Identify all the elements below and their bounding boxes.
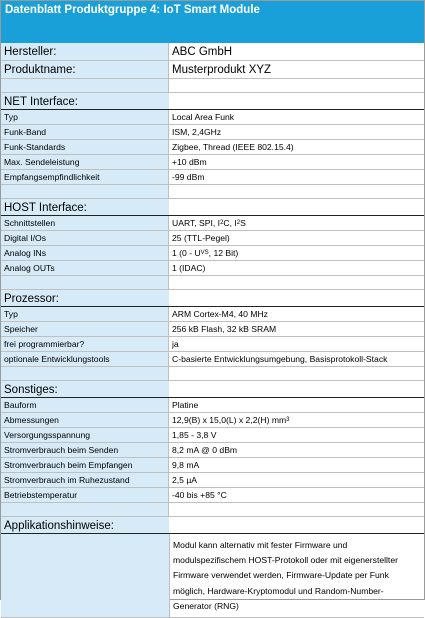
- spacer-row: [1, 276, 424, 290]
- label-strom-empfangen: Stromverbrauch beim Empfangen: [1, 458, 169, 472]
- label-schnittstellen: Schnittstellen: [1, 216, 169, 230]
- value-empfangsempfindlichkeit: -99 dBm: [172, 172, 205, 182]
- value-entwicklungstools: C-basierte Entwicklungsumgebung, Basisprotokoll-Stack: [172, 354, 388, 364]
- row-abmessungen: [1, 413, 424, 428]
- notes-text: Modul kann alternativ mit fester Firmware und modulspezifischem HOST-Protokoll oder mit eigenerstellter Firmware verwendet werden, Firmware-Update per Funk möglich, Hardware-Kryptomodul und Random-Number-Generator (RNG): [173, 540, 398, 611]
- row-analog-outs: [1, 261, 424, 276]
- spacer-row: [1, 503, 424, 517]
- heading-applikationshinweise: Applikationshinweise:: [1, 517, 169, 533]
- value-sendeleistung: +10 dBm: [172, 157, 207, 167]
- row-entwicklungstools: [1, 352, 424, 367]
- row-hersteller: [1, 43, 424, 61]
- value-digital-ios: 25 (TTL-Pegel): [172, 233, 230, 243]
- label-abmessungen: Abmessungen: [1, 413, 169, 427]
- row-empfangsempfindlichkeit: [1, 170, 424, 185]
- label-funk-standards: Funk-Standards: [1, 140, 169, 154]
- label-programmierbar: frei programmierbar?: [1, 337, 169, 351]
- label-versorgungsspannung: Versorgungsspannung: [1, 428, 169, 442]
- section-net: [1, 93, 424, 110]
- row-versorgungsspannung: [1, 428, 424, 443]
- spacer-row: [1, 367, 424, 381]
- label-analog-outs: Analog OUTs: [1, 261, 169, 275]
- row-schnittstellen: [1, 216, 424, 231]
- value-produktname: Musterprodukt XYZ: [172, 63, 272, 76]
- row-strom-ruhe: [1, 473, 424, 488]
- row-digital-ios: [1, 231, 424, 246]
- label-digital-ios: Digital I/Os: [1, 231, 169, 245]
- heading-sonstiges: Sonstiges:: [1, 381, 169, 397]
- row-funk-standards: [1, 140, 424, 155]
- row-cpu-typ: [1, 307, 424, 322]
- section-prozessor: [1, 290, 424, 307]
- value-strom-ruhe: 2,5 µA: [172, 475, 198, 485]
- label-bauform: Bauform: [1, 398, 169, 412]
- value-abmessungen: 12,9(B) x 15,0(L) x 2,2(H) mm 3: [172, 415, 290, 425]
- value-betriebstemperatur: -40 bis +85 °C: [172, 490, 227, 500]
- label-strom-ruhe: Stromverbrauch im Ruhezustand: [1, 473, 169, 487]
- section-sonstiges: [1, 381, 424, 398]
- spacer-row: [1, 79, 424, 93]
- value-speicher: 256 kB Flash, 32 kB SRAM: [172, 324, 277, 334]
- label-empfangsempfindlichkeit: Empfangsempfindlichkeit: [1, 170, 169, 184]
- label-produktname: Produktname:: [1, 61, 169, 78]
- value-funk-band: ISM, 2,4GHz: [172, 127, 222, 137]
- heading-host: HOST Interface:: [1, 199, 169, 215]
- row-net-typ: [1, 110, 424, 125]
- label-analog-ins: Analog INs: [1, 246, 169, 260]
- value-net-typ: Local Area Funk: [172, 112, 235, 122]
- value-strom-senden: 8,2 mA @ 0 dBm: [172, 445, 238, 455]
- label-strom-senden: Stromverbrauch beim Senden: [1, 443, 169, 457]
- sheet-title: Datenblatt Produktgruppe 4: IoT Smart Module: [1, 1, 424, 43]
- row-funk-band: [1, 125, 424, 140]
- label-funk-band: Funk-Band: [1, 125, 169, 139]
- row-bauform: [1, 398, 424, 413]
- row-strom-empfangen: [1, 458, 424, 473]
- row-strom-senden: [1, 443, 424, 458]
- value-hersteller: ABC GmbH: [172, 45, 233, 58]
- row-analog-ins: [1, 246, 424, 261]
- value-cpu-typ: ARM Cortex-M4, 40 MHz: [172, 309, 268, 319]
- row-produktname: [1, 61, 424, 79]
- row-betriebstemperatur: [1, 488, 424, 503]
- section-host: [1, 199, 424, 216]
- heading-net: NET Interface:: [1, 93, 169, 109]
- value-analog-ins: 1 (0 - U VS , 12 Bit): [172, 248, 239, 258]
- value-analog-outs: 1 (IDAC): [172, 263, 206, 273]
- value-versorgungsspannung: 1,85 - 3,8 V: [172, 430, 217, 440]
- section-applikationshinweise: [1, 517, 424, 534]
- row-sendeleistung: [1, 155, 424, 170]
- value-funk-standards: Zigbee, Thread (IEEE 802.15.4): [172, 142, 294, 152]
- label-speicher: Speicher: [1, 322, 169, 336]
- row-speicher: [1, 322, 424, 337]
- label-net-typ: Typ: [1, 110, 169, 124]
- notes-row: [1, 534, 424, 618]
- row-programmierbar: [1, 337, 424, 352]
- label-betriebstemperatur: Betriebstemperatur: [1, 488, 169, 502]
- value-bauform: Platine: [172, 400, 199, 410]
- value-schnittstellen: UART, SPI, I 2 C, I 2 S: [172, 218, 246, 228]
- label-entwicklungstools: optionale Entwicklungstools: [1, 352, 169, 366]
- value-programmierbar: ja: [172, 339, 179, 349]
- notes-label-cell: [1, 534, 170, 617]
- label-cpu-typ: Typ: [1, 307, 169, 321]
- heading-prozessor: Prozessor:: [1, 290, 169, 306]
- value-strom-empfangen: 9,8 mA: [172, 460, 200, 470]
- label-sendeleistung: Max. Sendeleistung: [1, 155, 169, 169]
- spacer-row: [1, 185, 424, 199]
- label-hersteller: Hersteller:: [1, 43, 169, 60]
